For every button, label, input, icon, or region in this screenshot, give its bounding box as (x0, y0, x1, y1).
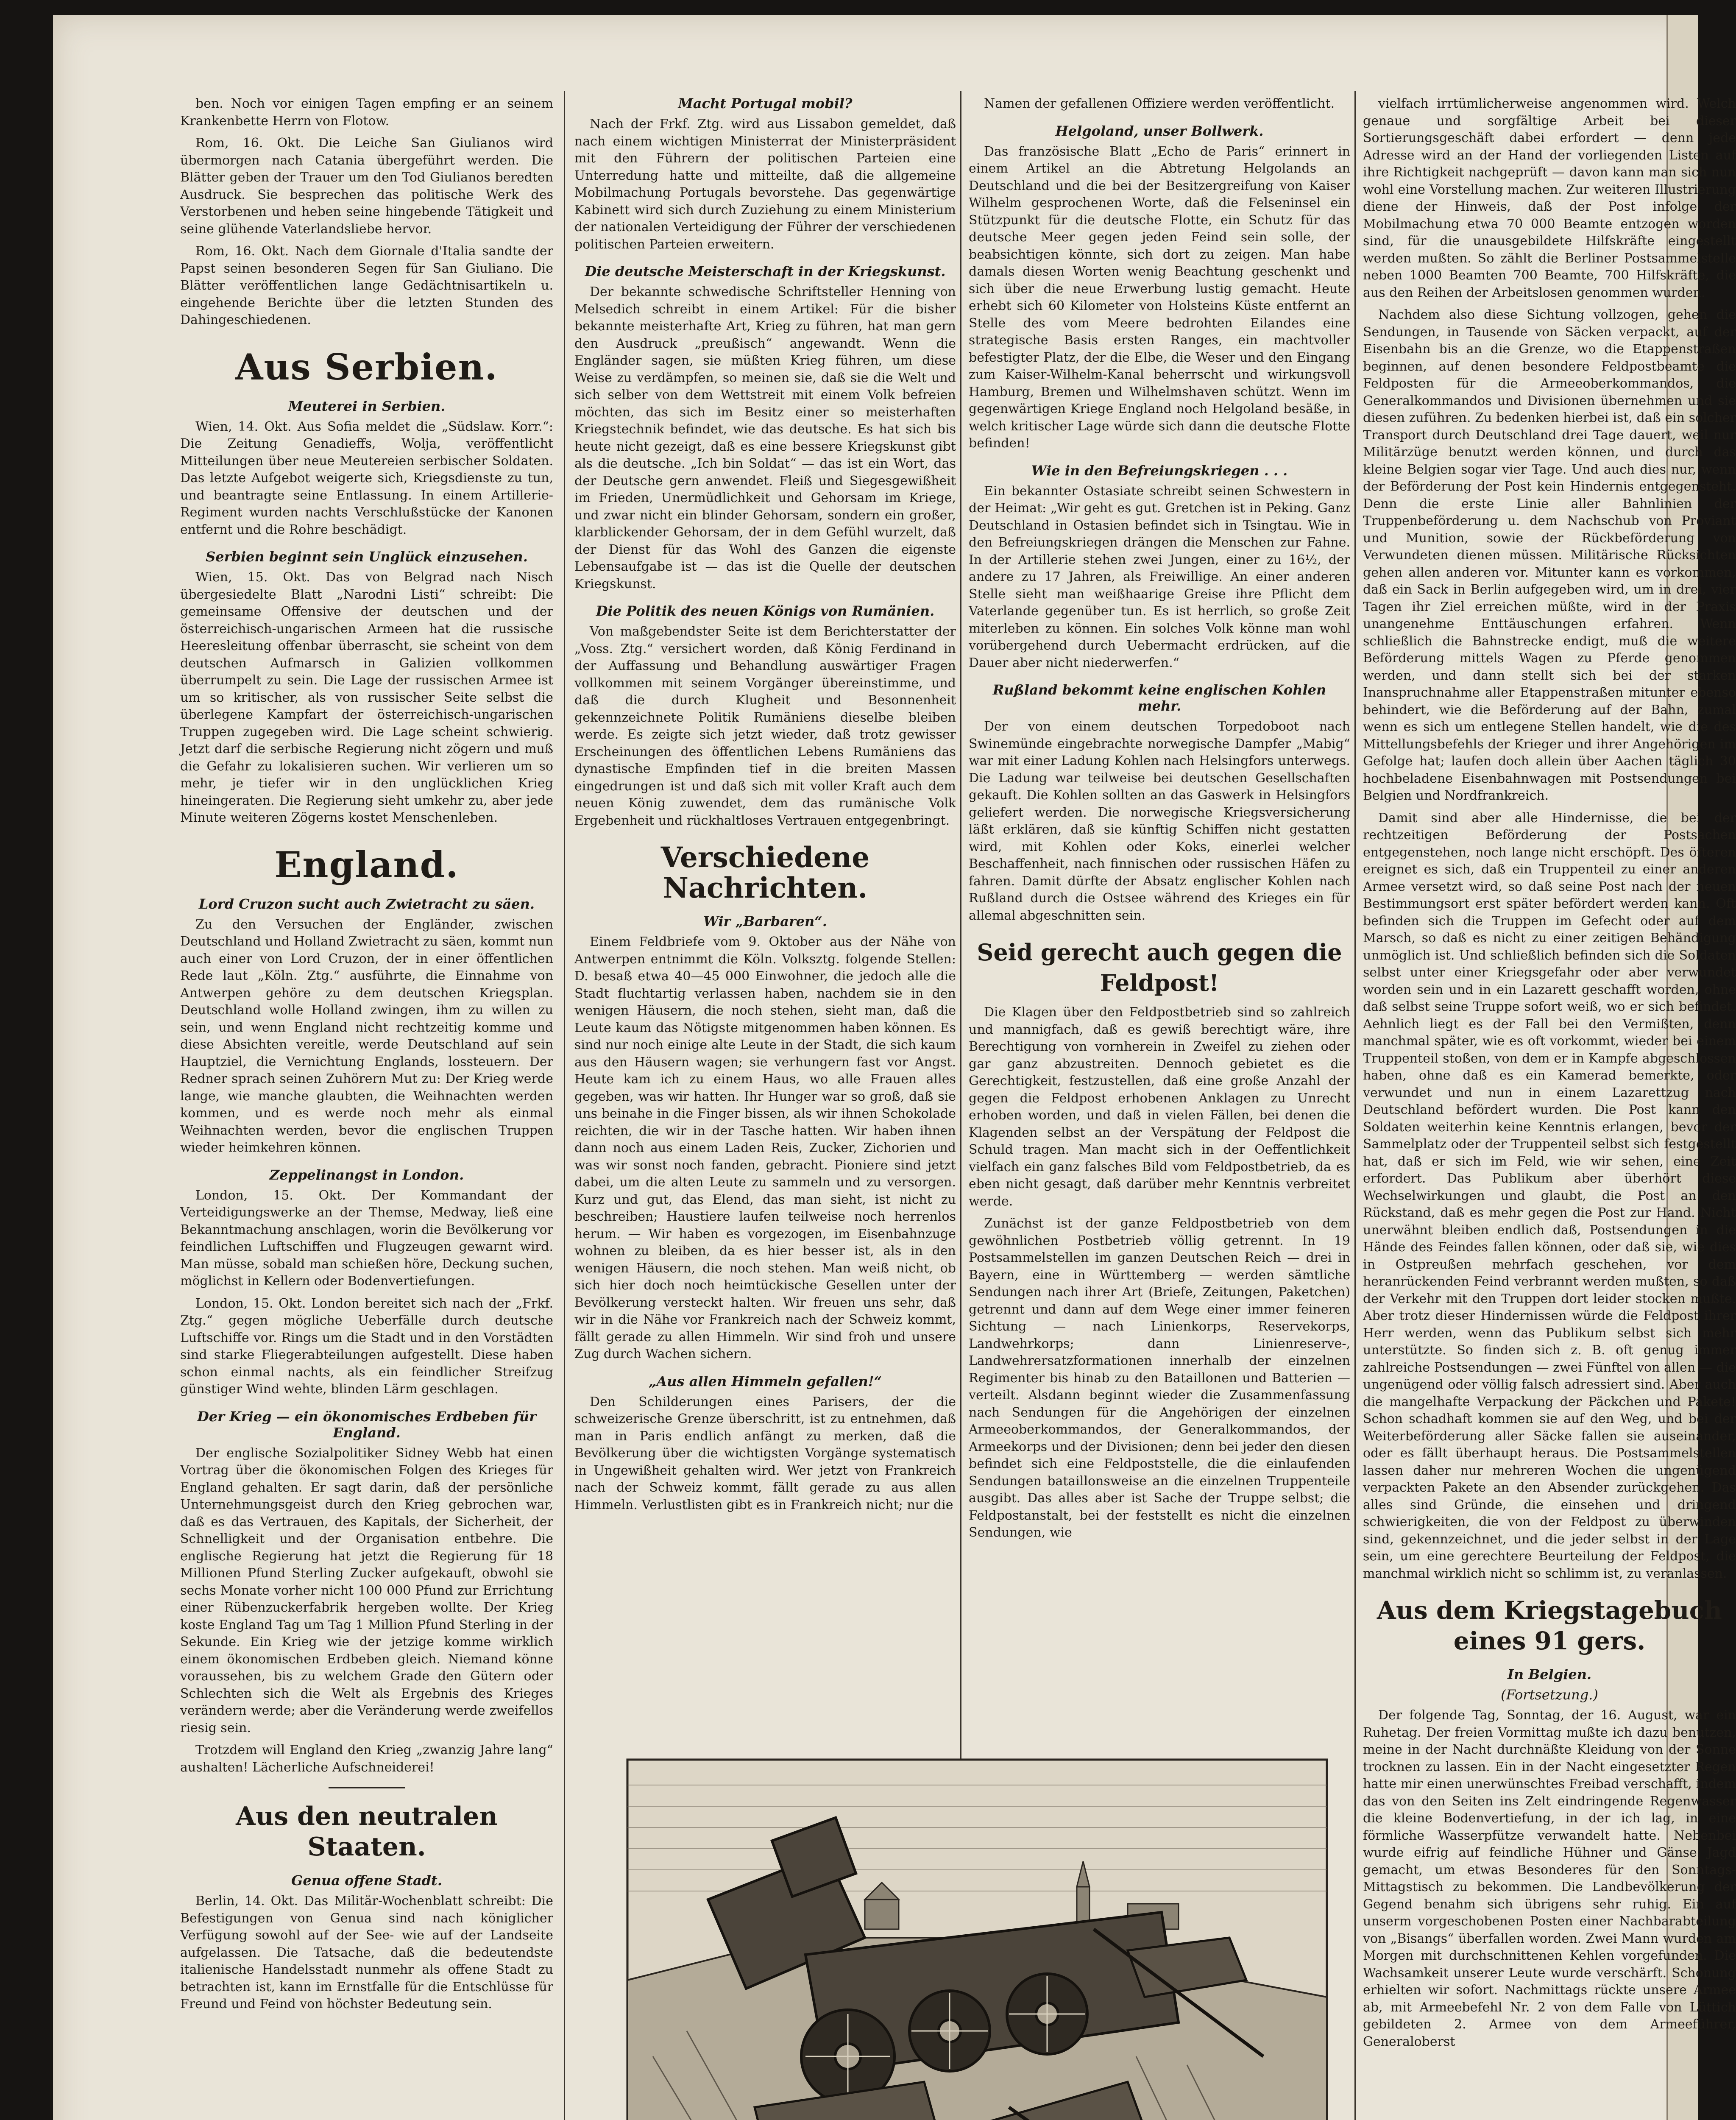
article-paragraph: Einem Feldbriefe vom 9. Oktober aus der Nähe von Antwerpen entnimmt die Köln. Volksztg. folgende Stellen: D. besaß etwa 40—45 000 Einwohner, die jedoch alle die Stadt fluchtartig verlassen haben, nachdem sie in den wenigen Häusern, die noch stehen, sieht man, daß die Leute kaum das Nötigste mitgenommen haben können. Es sind nur noch einige alte Leute in der Stadt, die sich kaum aus den Häusern wagen; sie verhungern fast vor Angst. Heute kam ich zu einem Haus, wo alle Frauen alles gegeben, was wir hatten. Ihr Hunger war so groß, daß sie uns beinahe in die Finger bissen, als wir ihnen Schokolade reichten, die wir in der Tasche hatten. Wir haben ihnen dann noch aus einem Laden Reis, Zucker, Zichorien und was wir sonst noch fanden, gebracht. Pioniere sind jetzt dabei, um die alten Leute zu sammeln und zu versorgen. Kurz und gut, das Elend, das man sieht, ist nicht zu beschreiben; Haustiere laufen teilweise noch herrenlos herum. — Wir haben es vorgezogen, im Eisenbahnzuge wohnen zu bleiben, da es hier besser ist, als in den wenigen Häusern, die noch stehen. Man weiß nicht, ob sich hier doch noch heimtückische Gesellen unter der Bevölkerung versteckt halten. Wir freuen uns sehr, daß wir in die Nähe vor Frankreich nach der Schweiz kommt, fällt gerade zu allen Himmeln. Wir sind froh und unsere Zug durch Wachen sichern. (574, 934, 956, 1361)
article-paragraph: Das französische Blatt „Echo de Paris“ erinnert in einem Artikel an die Abtretung Helgolands an Deutschland und die bei der Besitzergreifung von Kaiser Wilhelm gesprochenen Worte, daß die Felseninsel ein Stützpunkt für die deutsche Flotte, ein Schutz für das deutsche Meer gegen jeden Feind sein solle, der beabsichtigen könnte, sich dort zu zeigen. Man habe damals diesen Worten wenig Beachtung geschenkt und sich über die neue Erwerbung lustig gemacht. Heute erhebt sich 60 Kilometer von Holsteins Küste entfernt an Stelle des vom Meere bedrohten Eilandes eine strategische Basis ersten Ranges, ein machtvoller befestigter Platz, der die Elbe, die Weser und den Eingang zum Kaiser-Wilhelm-Kanal beherrscht und wirkungsvoll Hamburg, Bremen und Wilhelmshaven schützt. Wenn im gegenwärtigen Kriege England noch Helgoland besäße, in welch kritischer Lage würde sich dann die deutsche Flotte befinden! (969, 144, 1350, 451)
subheading: Meuterei in Serbien. (288, 398, 446, 414)
article-paragraph: Rom, 16. Okt. Die Leiche San Giulianos wird übermorgen nach Catania übergeführt werden. Die Blätter geben der Trauer um den Tod Giulianos beredten Ausdruck. Sie besprechen das politische Werk des Verstorbenen und heben seine hingebende Tätigkeit und seine glühende Vaterlandsliebe hervor. (180, 136, 553, 237)
article-paragraph: Die Klagen über den Feldpostbetrieb sind so zahlreich und mannigfach, daß es gewiß berechtigt wäre, ihre Berechtigung von vornherein in Zweifel zu ziehen oder gar ganz abzustreiten. Dennoch gebietet es die Gerechtigkeit, festzustellen, daß eine große Anzahl der gegen die Feldpost erhobenen Anklagen zu Unrecht erhoben worden, und daß in vielen Fällen, bei denen die Klagenden selbst an der Verspätung der Feldpost die Schuld tragen. Man macht sich in der Oeffentlichkeit vielfach ein ganz falsches Bild vom Feldpostbetrieb, da es eben nicht gesagt, daß darüber mehr Kenntnis verbreitet werde. (969, 1005, 1350, 1209)
subheading: Lord Cruzon sucht auch Zwietracht zu säen. (198, 895, 535, 912)
article-paragraph: Trotzdem will England den Krieg „zwanzig Jahre lang“ aushalten! Lächerliche Aufschneiderei! (180, 1743, 553, 1775)
column-4 (1363, 95, 1736, 2056)
subheading: Rußland bekommt keine englischen Kohlen mehr. (992, 682, 1326, 714)
subheading: Helgoland, unser Bollwerk. (1055, 123, 1264, 139)
subheading: Wie in den Befreiungskriegen . . . (1031, 462, 1288, 479)
article-paragraph: London, 15. Okt. London bereitet sich nach der „Frkf. Ztg.“ gegen mögliche Ueberfälle durch deutsche Luftschiffe vor. Rings um die Stadt und in den Vorstädten sind starke Fliegerabteilungen aufgestellt. Diese haben schon einmal nachts, als ein feindlicher Streifzug günstiger Wind wehte, blinden Lärm geschlagen. (180, 1296, 553, 1397)
article-paragraph: Zunächst ist der ganze Feldpostbetrieb von dem gewöhnlichen Postbetrieb völlig getrennt. In 19 Postsammelstellen im ganzen Deutschen Reich — drei in Bayern, eine in Württemberg — werden sämtliche Sendungen nach ihrer Art (Briefe, Zeitungen, Paketchen) getrennt und dann auf dem Wege einer immer feineren Sichtung — nach Linienkorps, Reservekorps, Landwehrkorps; dann Linienreserve-, Landwehrersatzformationen innerhalb der einzelnen Regimenter bis hinab zu den Bataillonen und Batterien — verteilt. Alsdann beginnt wieder die Zusammenfassung nach Sendungen für die Angehörigen der einzelnen Armeeoberkommandos, der Generalkommandos, der Armeekorps und der Divisionen; denn bei jeder den diesen befindet sich eine Feldpoststelle, die die einlaufenden Sendungen bataillonsweise an die einzelnen Truppenteile ausgibt. Das alles aber ist Sache der Truppe selbst; die Feldpostanstalt, bei der feststellt es nicht die einzelnen Sendungen, wie (969, 1216, 1350, 1540)
article-paragraph: Rom, 16. Okt. Nach dem Giornale d'Italia sandte der Papst seinen besonderen Segen für San Giuliano. Die Blätter veröffentlichen lange Gedächtnisartikeln u. eingehende Berichte über die letzten Stunden des Dahingeschiedenen. (180, 244, 553, 327)
article-paragraph: vielfach irrtümlicherweise angenommen wird. Welch genaue und sorgfältige Arbeit bei dieser Sortierungsgeschäft dabei erfordert — denn jede Adresse wird an der Hand der vorliegenden Listen auf ihre Richtigkeit nachgeprüft — davon kann man sich nun wohl eine Vorstellung machen. Zur weiteren Illustrierung diene der Hinweis, daß der Post infolge der Mobilmachung etwa 70 000 Beamte entzogen worden sind, für die unausgebildete Hilfskräfte eingestellt werden mußten. So zählt die Berliner Postsammelstelle neben 1000 Beamten 700 Beamte, 700 Hilfskräfte, die aus den Reihen der Arbeitslosen genommen wurden. (1363, 96, 1736, 300)
article-paragraph: Nachdem also diese Sichtung vollzogen, gehen die Sendungen, in Tausende von Säcken verpackt, auf der Eisenbahn bis an die Grenze, wo die Etappenstraßen beginnen, auf denen besondere Feldpostbeamte die Feldposten für die Armeeoberkommandos, die Generalkommandos und Divisionen übernehmen und sie diesen zuführen. Zu bedenken hierbei ist, daß ein solcher Transport durch Deutschland drei Tage dauert, weil nur Militärzüge benutzt werden können, und durch das kleine Belgien sogar vier Tage. Und auch dies nur, wenn der Beförderung der Post kein Hindernis entgegensteht. Denn die erste Linie aller Bahnlinien der Truppenbeförderung u. dem Nachschub von Proviant und Munition, sowie der Rückbeförderung von Verwundeten dienen müssen. Militärische Rücksichten gehen allen anderen vor. Mitunter kann es vorkommen, daß ein Sack in Berlin aufgegeben wird, um in drei, vier Tagen ihr Ziel erreichen müßte, wird in der Praxis unangenehme Enttäuschungen erfahren. Wenn schließlich die Bahnstrecke endigt, muß die weitere Beförderung mittels Wagen zu Pferde genommen werden, und dann stellt sich bei der starken Inanspruchnahme aller Etappenstraßen mitunter ebenso behindert, wie die Beförderung auf der Bahn, zumal wenn es sich um entlegene Stellen handelt, wie die des Mittellungsbefehls der Krieger und ihrer Angehörigen im Gefolge hat; laufen doch allein über Aachen täglich 30 hochbeladene Eisenbahnwagen mit Postsendungen bei Belgien und Nordfrankreich. (1363, 307, 1736, 803)
column-rule (564, 91, 565, 2120)
section-heading-england: England. (274, 843, 459, 886)
section-heading-verschiedene: Verschiedene Nachrichten. (660, 841, 870, 904)
article-paragraph: Berlin, 14. Okt. Das Militär-Wochenblatt schreibt: Die Befestigungen von Genua sind nach königlicher Verfügung sowohl auf der See- wie auf der Landseite aufgelassen. Die Tatsache, daß die bedeutendste italienische Handelsstadt nunmehr als offene Stadt zu betrachten ist, kann im Ernstfalle für die Entschlüsse für Freund und Feind von höchster Bedeutung sein. (180, 1894, 553, 2011)
article-paragraph: Zu den Versuchen der Engländer, zwischen Deutschland und Holland Zwietracht zu säen, kommt nun auch einer von Lord Cruzon, der in einer öffentlichen Rede laut „Köln. Ztg.“ ausführte, die Einnahme von Antwerpen gehöre zu dem deutschen Kriegsplan. Deutschland wolle Holland zwingen, ihm zu willen zu sein, und wenn England nicht rechtzeitig komme und diese Absichten vereitle, werde Deutschland auf sein Hauptziel, die Vernichtung Englands, lossteuern. Der Redner sprach seinen Zuhörern Mut zu: Der Krieg werde lange, wie manche glaubten, die Weihnachten werden kommen, und es werde noch mehr als einmal Weihnachten werden, bevor die englischen Truppen wieder heimkehren können. (180, 917, 553, 1155)
article-paragraph: Der bekannte schwedische Schriftsteller Henning von Melsedich schreibt in einem Artikel: Für die bisher bekannte meisterhafte Art, Krieg zu führen, hat man gern den Ausdruck „preußisch“ angewandt. Wenn die Engländer sagen, sie müßten Krieg führen, um diese Weise zu verdämpfen, so meinen sie, daß sie die Welt und sich selber von dem Wettstreit mit einem Volk befreien möchten, das sich im Besitz einer so meisterhaften Kriegstechnik befindet, wie das deutsche. Es hat sich bis heute nicht gezeigt, daß es eine bessere Kriegskunst gibt als die deutsche. „Ich bin Soldat“ — das ist ein Wort, das der Deutsche gern anwendet. Fleiß und Siegesgewißheit im Frieden, Unermüdlichkeit und Gehorsam im Kriege, und zwar nicht ein blinder Gehorsam, sondern ein großer, klarblickender Gehorsam, der in dem Gefühl wurzelt, daß der Dienst für das Wohl des Ganzen die eigenste Lebensaufgabe ist — das ist die Quelle der deutschen Kriegskunst. (574, 285, 956, 591)
subheading: Wir „Barbaren“. (703, 913, 827, 929)
subheading: Serbien beginnt sein Unglück einzusehen. (206, 549, 528, 565)
article-paragraph: Den Schilderungen eines Parisers, der die schweizerische Grenze überschritt, ist zu entnehmen, daß man in Paris endlich anfängt zu merken, daß die Bevölkerung über die wichtigsten Vorgänge systematisch in Ungewißheit gehalten wird. Wer jetzt von Frankreich nach der Schweiz kommt, fällt gerade zu aus allen Himmeln. Verlustlisten gibt es in Frankreich nicht; nur die (574, 1394, 956, 1512)
column-2 (574, 95, 956, 1741)
article-paragraph: Wien, 15. Okt. Das von Belgrad nach Nisch übergesiedelte Blatt „Narodni Listi“ schreibt: Die gemeinsame Offensive der deutschen und der österreichisch-ungarischen Armeen hat die russische Heeresleitung offenbar überrascht, sie scheint von dem deutschen Aufmarsch in Galizien vollkommen überrumpelt zu sein. Die Lage der russischen Armee ist um so kritischer, als von russischer Seite selbst die überlegene Kampfart der österreichisch-ungarischen Truppen zugegeben wird. Die Lage scheint schwierig. Jetzt darf die serbische Regierung nicht zögern und muß die Gefahr zu lokalisieren suchen. Wir verlieren um so mehr, je tiefer wir in den unglücklichen Krieg hineingeraten. Die Regierung sieht umkehr zu, aber jede Minute weiteren Zögerns kostet Menschenleben. (180, 570, 553, 825)
subheading: Genua offene Stadt. (291, 1872, 442, 1888)
article-paragraph: Nach der Frkf. Ztg. wird aus Lissabon gemeldet, daß nach einem wichtigen Ministerrat der Ministerpräsident mit den Führern der politischen Parteien eine Unterredung hatte und mitteilte, daß die allgemeine Mobilmachung Portugals bevorstehe. Das gegenwärtige Kabinett wird sich durch Zuziehung zu einem Ministerium der nationalen Verteidigung der Führer der verschiedenen politischen Parteien erweitern. (574, 117, 956, 252)
subheading: Die deutsche Meisterschaft in der Kriegskunst. (585, 263, 946, 279)
article-paragraph: London, 15. Okt. Der Kommandant der Verteidigungswerke an der Themse, Medway, ließ eine Bekanntmachung anschlagen, worin die Bevölkerung vor feindlichen Luftschiffen und Flugzeugen gewarnt wird. Man müsse, sobald man schießen höre, Deckung suchen, möglichst in Kellern oder Bodenvertiefungen. (180, 1188, 553, 1289)
subheading: „Aus allen Himmeln gefallen!“ (648, 1373, 882, 1389)
subheading: Die Politik des neuen Königs von Rumänien. (596, 603, 935, 619)
subheading: Macht Portugal mobil? (678, 95, 853, 112)
newspaper-page (53, 15, 1736, 2120)
section-heading-neutral: Aus den neutralen Staaten. (236, 1802, 498, 1862)
article-paragraph: Der von einem deutschen Torpedoboot nach Swinemünde eingebrachte norwegische Dampfer „Mabig“ war mit einer Ladung Kohlen nach Helsingfors unterwegs. Die Ladung war teilweise bei deutschen Gesellschaften gekauft. Die Kohlen sollten an das Gaswerk in Helsingfors geliefert werden. Die norwegische Kriegsversicherung läßt erklären, daß sie künftig Schiffen nicht gestatten wird, mit Kohlen oder Koks, einerlei welcher Beschaffenheit, nach finnischen oder russischen Häfen zu fahren. Damit dürfte der Absatz englischer Kohlen nach Rußland durch die Ostsee während des Krieges ein für allemal abgeschnitten sein. (969, 719, 1350, 923)
article-paragraph: Damit sind aber alle Hindernisse, die bei der rechtzeitigen Beförderung der Postsachen entgegenstehen, noch lange nicht erschöpft. Des öfteren ereignet es sich, daß ein Truppenteil zu einer anderen Armee versetzt wird, so daß seine Post nach der neuen Bestimmungsort erst später befördert werden kann. Oft befinden sich die Truppen im Gefecht oder auf dem Marsch, so daß es nicht zu einer zeitigen Behändigung unmöglich ist. Und schließlich befinden sich die Soldaten selbst unter einer Kriegsgefahr oder aber verwundet worden sein und in ein Lazarett geschafft worden, ohne daß selbst seine Truppe sofort weiß, wo er sich befindet. Aehnlich liegt es der Fall bei den Vermißten, denn manchmal später, wie es oft vorkommt, wieder bei einem Truppenteil stoßen, von dem er in Kampfe abgeschlossen haben, ohne daß es ein Kamerad bemerkte, oder verwundet und nun in einem Lazarettzug nach Deutschland befördert wurden. Die Post kann den Soldaten weiterhin keine Kenntnis erlangen, bevor der Sammelplatz oder der Truppenteil selbst sich festgestellt hat, daß er sich im Feld, wie wir sehen, eine Zeit erfordert. Das Publikum aber überhört diese Wechselwirkungen und glaubt, die Post an den Rückstand, daß es mehr gegen die Post zur Hand. Nicht unerwähnt bleiben endlich daß, Postsendungen in die Hände des Feindes fallen können, oder daß sie, wie dies in Ostpreußen mehrfach geschehen, vor dem heranrückenden Feind verbrannt werden mußten, so daß der Verkehr mit den Truppen dort leider stocken mußte. Aber trotz dieser Hindernissen würde die Feldpost ihrer Herr werden, wenn das Publikum selbst sich mehr unterstützte. So finden sich z. B. oft genug immer zahlreiche Postsendungen — zwei Fünftel von allen — die ungenügend oder völlig falsch adressiert sind. Aber auch die mangelhafte Verpackung der Päckchen und Pakete! Schon schadhaft kommen sie auf den Weg, und bei der Weiterbeförderung aller Säcke fallen sie auseinander, oder es fällt überhaupt heraus. Die Postsammelstellen lassen daher nur mehreren Wochen die ungenügend verpackten Pakete an den Absender zurückgehen. Das alles sind Gründe, die einsehen und dringend schwierigkeiten, die von der Feldpost zu überwinden sind, gekennzeichnet, und die jeder selbst in der Lage sein, um eine gerechtere Beurteilung der Feldpost, die manchmal wirklich nicht so schlimm ist, zu veranlassen. (1363, 810, 1736, 1581)
section-heading-serbien: Aus Serbien. (235, 346, 498, 388)
section-heading-feldpost: Seid gerecht auch gegen die Feldpost! (977, 939, 1342, 996)
article-paragraph: ben. Noch vor einigen Tagen empfing er an seinem Krankenbette Herrn von Flotow. (180, 96, 553, 128)
column-3 (969, 95, 1350, 1741)
separator (329, 1787, 405, 1788)
column-1 (180, 95, 553, 2018)
article-paragraph: Namen der gefallenen Offiziere werden veröffentlicht. (984, 96, 1335, 111)
locomotive-wreck-illustration (627, 1760, 1327, 2120)
article-paragraph: Der englische Sozialpolitiker Sidney Webb hat einen Vortrag über die ökonomischen Folgen des Krieges für England gehalten. Er sagt darin, daß der persönliche Unternehmungsgeist durch den Krieg gebrochen war, daß es das Vertrauen, des Kapitals, der Sicherheit, der Schnelligkeit und der Organisation entbehre. Die englische Regierung hat jetzt die Regierung für 18 Millionen Pfund Sterling Zucker aufgekauft, obwohl sie sechs Monate vorher nicht 100 000 Pfund zur Errichtung einer Rübenzuckerfabrik hergeben wollte. Der Krieg koste England Tag um Tag 1 Million Pfund Sterling in der Sekunde. Ein Krieg wie der jetzige komme wirklich einem ökonomischen Erdbeben gleich. Niemand könne voraussehen, bis zu welchem Grade den Gütern oder Schlechten sich die Welt als Ergebnis des Krieges verändern werde; aber die Veränderung werde zweifellos riesig sein. (180, 1445, 553, 1735)
section-heading-tagebuch: Aus dem Kriegstagebuch eines 91 gers. (1377, 1596, 1722, 1655)
subheading: Der Krieg — ein ökonomisches Erdbeben für England. (197, 1408, 537, 1441)
column-rule (1354, 91, 1356, 2120)
article-paragraph: Von maßgebendster Seite ist dem Berichterstatter der „Voss. Ztg.“ versichert worden, daß König Ferdinand in der Auffassung und Behandlung auswärtiger Fragen vollkommen mit seinem Vorgänger übereinstimme, und daß die durch Klugheit und Besonnenheit gekennzeichnete Politik Rumäniens dieselbe bleiben werde. Es zeigte sich jetzt wieder, daß trotz gewisser Erscheinungen des öffentlichen Lebens Rumäniens das dynastische Empfinden tief in die breiten Massen eingedrungen ist und daß sich mit voller Kraft auch dem neuen König zuwendet, dem das rumänische Volk Ergebenheit und rückhaltloses Vertrauen entgegenbringt. (574, 624, 956, 828)
subheading: (Fortsetzung.) (1501, 1687, 1598, 1703)
article-paragraph: Der folgende Tag, Sonntag, der 16. August, war ein Ruhetag. Der freien Vormittag mußte ich dazu benutzen, meine in der Nacht durchnäßte Kleidung von der Sonne trocknen zu lassen. Ein in der Nacht eingesetzter Regen hatte mir einen unerwünschtes Freibad verschafft, indem das von den Seiten ins Zelt eindringende Regenwasser die kleine Bodenvertiefung, in der ich lag, in eine förmliche Wasserpfütze verwandelt hatte. Nebenbei wurde eifrig auf feindliche Hühner und Gänse Jagd gemacht, um etwas Besonderes für den Sonntags-Mittagstisch zu bekommen. Die Landbevölkerung der Gegend benahm sich übrigens sehr ruhig. Ein auf unserm vorgeschobenen Posten einer Nachbarabteilung von „Bisangs“ überfallen worden. Zwei Mann wurden am Morgen mit durchschnittenen Kehlen vorgefunden. Die Wachsamkeit unserer Leute wurde verschärft. Schonung erhielten wir sofort. Nachmittags rückte unsere Armee ab, mit Armeebefehl Nr. 2 von dem Falle von Lüttich gebildeten 2. Armee von dem Armeeführer, Generaloberst (1363, 1708, 1736, 2049)
subheading: Zeppelinangst in London. (269, 1166, 464, 1183)
article-paragraph: Ein bekannter Ostasiate schreibt seinen Schwestern in der Heimat: „Wir geht es gut. Gretchen ist in Peking. Ganz Deutschland in Ostasien befindet sich in Tsingtau. Wie in den Befreiungskriegen drängen die Menschen zur Fahne. In der Artillerie stehen zwei Jungen, einer zu 16½, der andere zu 17 Jahren, als Freiwillige. An einer anderen Stelle sieht man weißhaarige Greise ihre Pflicht dem Vaterlande gegenüber tun. Es ist herrlich, so große Zeit miterleben zu können. Ein solches Volk könne man wohl vorübergehend durch Uebermacht erdrücken, auf die Dauer aber nicht niederwerfen.“ (969, 483, 1350, 670)
subheading: In Belgien. (1507, 1666, 1592, 1682)
article-paragraph: Wien, 14. Okt. Aus Sofia meldet die „Südslaw. Korr.“: Die Zeitung Genadieffs, Wolja, veröffentlicht Mitteilungen über neue Meutereien serbischer Soldaten. Das letzte Aufgebot weigerte sich, Kriegsdienste zu tun, und beantragte seine Entlassung. In einem Artillerie-Regiment wurden nachts Verschlußstücke der Kanonen entfernt und die Rohre beschädigt. (180, 419, 553, 537)
